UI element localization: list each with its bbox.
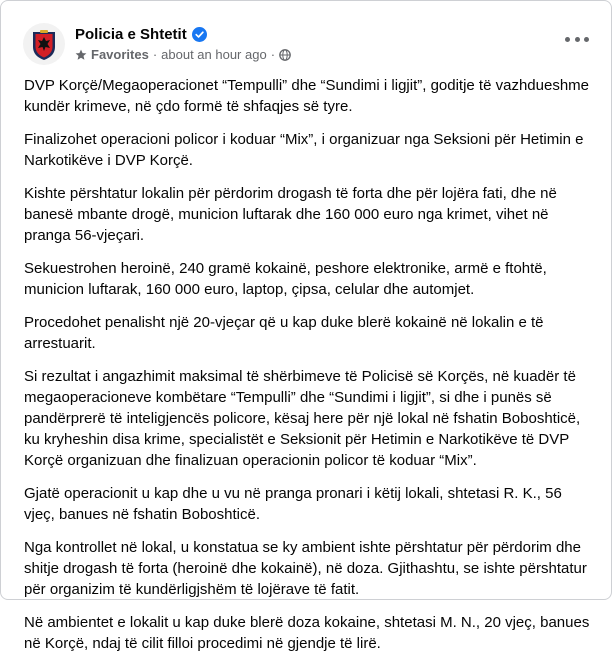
star-icon — [75, 49, 87, 61]
post-timestamp[interactable]: about an hour ago — [161, 47, 267, 62]
page-name[interactable]: Policia e Shtetit — [75, 26, 187, 43]
meta-separator-2: · — [270, 47, 276, 62]
more-dot — [584, 37, 589, 42]
post-paragraph: Nga kontrollet në lokal, u konstatua se ky ambient ishte përshtatur për përdorim dhe shitje drogash të forta (heroinë dhe kokainë), në doza. Gjithashtu, se ishte përshtatur për organizim të kundërligjshëm të lojërave të fatit. — [24, 539, 587, 598]
post-paragraph: DVP Korçë/Megaoperacionet “Tempulli” dhe “Sundimi i ligjit”, goditje të vazhdueshme kundër krimeve, në çdo formë të shfaqjes së tyre. — [24, 77, 590, 115]
globe-icon[interactable] — [279, 49, 291, 61]
police-emblem-icon — [23, 23, 65, 65]
post-meta — [75, 47, 291, 62]
favorites-label: Favorites — [91, 47, 149, 62]
more-options-button[interactable] — [565, 31, 589, 47]
page-avatar[interactable] — [23, 23, 65, 65]
more-dot — [575, 37, 580, 42]
post-paragraph: Kishte përshtatur lokalin për përdorim drogash të forta dhe për lojëra fati, dhe në banesë mbante drogë, municion luftarak dhe 160 000 euro nga krimet, vihet në pranga 56-vjeçari. — [24, 185, 557, 244]
post-paragraph: Procedohet penalisht një 20-vjeçar që u kap duke blerë kokainë në lokalin e të arrestuarit. — [24, 314, 544, 352]
post-paragraph: Gjatë operacionit u kap dhe u vu në pranga pronari i këtij lokali, shtetasi R. K., 56 vjeç, banues në fshatin Boboshticë. — [24, 485, 562, 523]
page-name-row — [75, 26, 207, 43]
post-paragraph: Në ambientet e lokalit u kap duke blerë doza kokaine, shtetasi M. N., 20 vjeç, banues në Korçë, ndaj të cilit filloi procedimi në gjendje të lirë. — [24, 614, 590, 652]
meta-separator: · — [152, 47, 158, 62]
verified-badge-icon — [192, 27, 207, 42]
more-options-icon — [565, 37, 570, 42]
post-paragraph: Si rezultat i angazhimit maksimal të shërbimeve të Policisë së Korçës, në kuadër të megaoperacioneve kombëtare “Tempulli” dhe “Sundimi i ligjit”, si dhe i punës së pandërprerë të inteligjencës policore, kësaj here për një lokal në fshatin Boboshticë, ku kryheshin disa krime, specialistët e Seksionit për Hetimin e Narkotikëve të DVP Korçë organizuan dhe finalizuan operacionin policor të koduar “Mix”. — [24, 368, 581, 469]
post-paragraph: Sekuestrohen heroinë, 240 gramë kokainë, peshore elektronike, armë e ftohtë, municion luftarak, 160 000 euro, laptop, çipsa, celular dhe automjet. — [24, 260, 547, 298]
post-body — [24, 75, 593, 666]
post-paragraph: Finalizohet operacioni policor i koduar “Mix”, i organizuar nga Seksioni për Hetimin e Narkotikëve i DVP Korçë. — [24, 131, 584, 169]
post-header — [1, 1, 611, 73]
